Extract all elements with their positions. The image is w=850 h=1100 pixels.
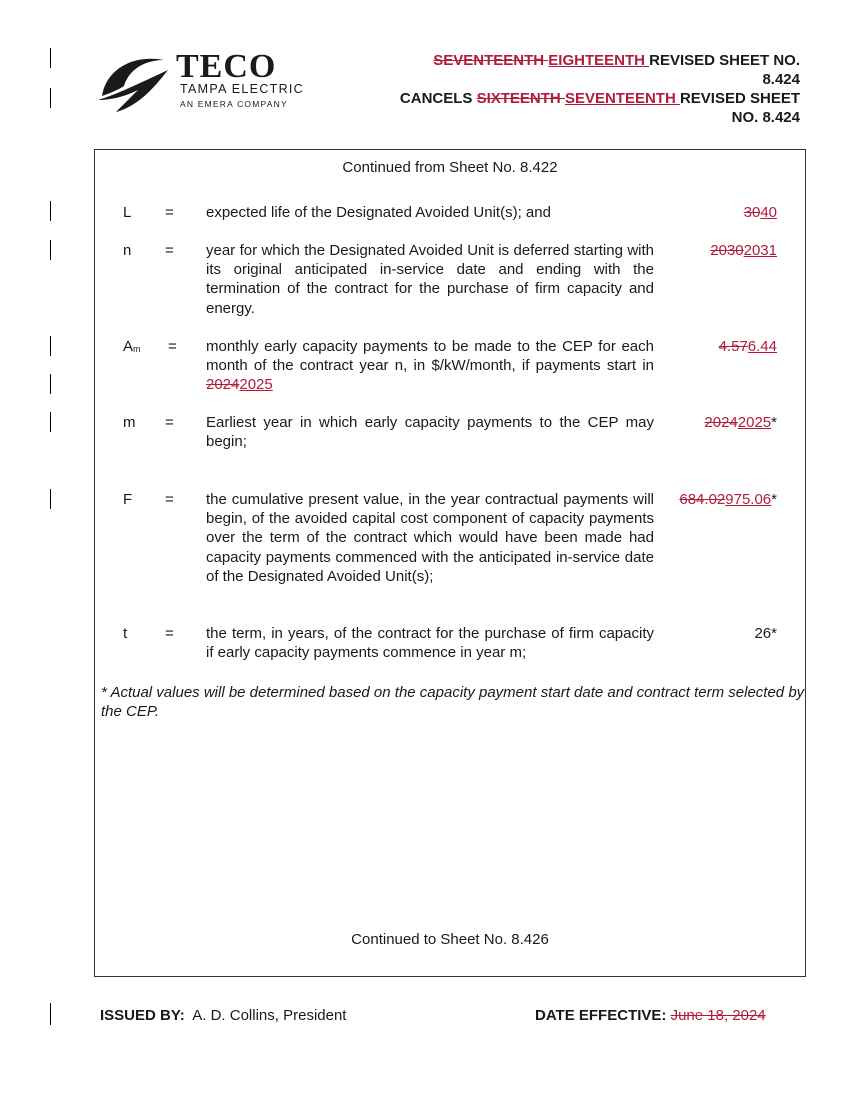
logo-wordmark: TECO bbox=[176, 48, 277, 85]
revision-bar bbox=[50, 489, 51, 509]
equals-sign: = bbox=[165, 204, 174, 221]
equals-sign: = bbox=[165, 414, 174, 431]
definition-text: year for which the Designated Avoided Unit is deferred starting with its original anticipated in-service date and ending with the termination of the contract for the purchase of firm capacity and energy. bbox=[206, 242, 654, 317]
equals-sign: = bbox=[165, 491, 174, 508]
definition-value: 4.576.44 bbox=[718, 338, 777, 355]
definition-text: monthly early capacity payments to be made to the CEP for each month of the contract year n, in $/kW/month, if payments start in 20242025 bbox=[206, 338, 654, 394]
header-line-4: NO. 8.424 bbox=[731, 109, 800, 126]
header-line-3: CANCELS SIXTEENTH SEVENTEENTH REVISED SHEET bbox=[399, 90, 800, 107]
equals-sign: = bbox=[165, 242, 174, 259]
issued-label: ISSUED BY: bbox=[100, 1007, 185, 1024]
swoosh-icon bbox=[98, 48, 170, 114]
continued-to: Continued to Sheet No. 8.426 bbox=[351, 931, 549, 948]
revision-bar bbox=[50, 374, 51, 394]
sheet-header bbox=[400, 51, 800, 127]
logo-tagline: TAMPA ELECTRIC bbox=[180, 82, 305, 96]
variable-symbol: m bbox=[123, 414, 136, 431]
date-label: DATE EFFECTIVE: bbox=[535, 1007, 667, 1024]
definition-value: 26* bbox=[754, 625, 777, 642]
variable-symbol: n bbox=[123, 242, 132, 259]
revision-bar bbox=[50, 336, 51, 356]
definition-text: the cumulative present value, in the year contractual payments will begin, of the avoided capital cost component of capacity payments over the term of the contract which would have been made had capacity payments commenced with the anticipated in-service date of the Designated Avoided Unit(s); bbox=[206, 491, 654, 585]
issued-value: A. D. Collins, President bbox=[192, 1007, 347, 1024]
definition-text: expected life of the Designated Avoided Unit(s); and bbox=[206, 204, 551, 221]
definition-value: 684.02975.06* bbox=[679, 491, 777, 508]
revision-bar bbox=[50, 48, 51, 68]
continued-from: Continued from Sheet No. 8.422 bbox=[342, 159, 558, 176]
company-logo bbox=[98, 48, 338, 114]
date-effective bbox=[535, 1007, 766, 1024]
header-line-2: 8.424 bbox=[762, 71, 800, 88]
equals-sign: = bbox=[168, 338, 177, 355]
revision-bar bbox=[50, 201, 51, 221]
variable-symbol: L bbox=[123, 204, 132, 221]
definition-text: the term, in years, of the contract for the purchase of firm capacity if early capacity payments commence in year m; bbox=[206, 625, 654, 662]
definition-text: Earliest year in which early capacity payments to the CEP may begin; bbox=[206, 414, 654, 451]
content-box bbox=[94, 149, 806, 977]
revision-bar bbox=[50, 88, 51, 108]
revision-bar bbox=[50, 240, 51, 260]
revision-bar bbox=[50, 412, 51, 432]
revision-bar bbox=[50, 1003, 51, 1025]
header-line-1: SEVENTEENTH EIGHTEENTH REVISED SHEET NO. bbox=[433, 52, 800, 69]
variable-symbol: $A_m$ bbox=[123, 338, 141, 355]
footnote: * Actual values will be determined based on the capacity payment start date and contract term selected by the CEP. bbox=[101, 684, 805, 720]
issued-by bbox=[100, 1007, 346, 1024]
definition-value: 20242025* bbox=[704, 414, 777, 431]
variable-symbol: t bbox=[123, 625, 128, 642]
logo-subtagline: AN EMERA COMPANY bbox=[180, 99, 288, 109]
date-value: June 18, 2024 bbox=[670, 1007, 766, 1024]
variable-symbol: F bbox=[123, 491, 133, 508]
definition-value: 20302031 bbox=[710, 242, 777, 259]
equals-sign: = bbox=[165, 625, 174, 642]
definition-value: 3040 bbox=[743, 204, 777, 221]
